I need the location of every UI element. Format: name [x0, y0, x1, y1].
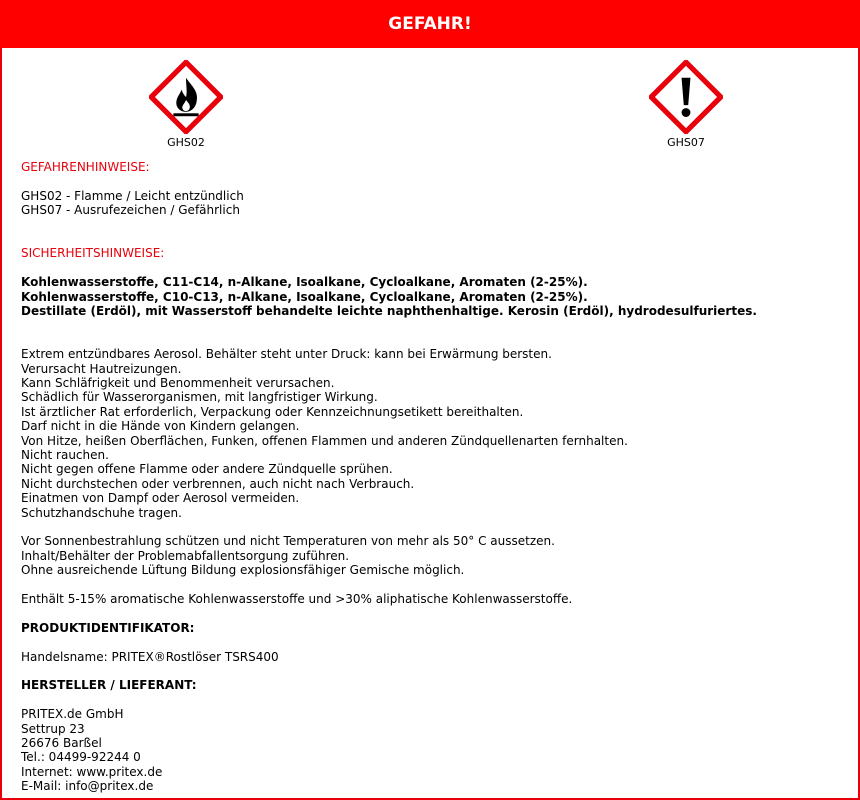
pictogram-ghs02	[136, 60, 236, 150]
manufacturer-line: Tel.: 04499-92244 0	[21, 750, 141, 765]
statement-line: Schutzhandschuhe tragen.	[21, 505, 182, 520]
pictogram-code: GHS02	[167, 136, 205, 149]
statement-line: Kann Schläfrigkeit und Benommenheit verursachen.	[21, 376, 335, 390]
manufacturer-heading: HERSTELLER / LIEFERANT:	[21, 678, 197, 693]
manufacturer-line: 26676 Barßel	[21, 736, 102, 751]
hazard-line: GHS02 - Flamme / Leicht entzündlich	[21, 188, 244, 203]
storage-line: Vor Sonnenbestrahlung schützen und nicht Temperaturen von mehr als 50° C aussetzen.	[21, 534, 555, 549]
safety-heading: SICHERHEITSHINWEISE:	[21, 246, 165, 261]
manufacturer-line: Internet: www.pritex.de	[21, 764, 163, 779]
statement-line: Von Hitze, heißen Oberflächen, Funken, offenen Flammen und anderen Zündquellenarten fernhalten.	[21, 433, 628, 448]
manufacturer-line: PRITEX.de GmbH	[21, 707, 124, 722]
hazard-heading: GEFAHRENHINWEISE:	[21, 160, 150, 174]
statement-line: Nicht durchstechen oder verbrennen, auch nicht nach Verbrauch.	[21, 476, 415, 491]
statement-line: Nicht rauchen.	[21, 448, 109, 463]
ingredient-line: Kohlenwasserstoffe, C10-C13, n-Alkane, Isoalkane, Cycloalkane, Aromaten (2-25%).	[21, 289, 588, 304]
storage-line: Inhalt/Behälter der Problemabfallentsorgung zuführen.	[21, 548, 350, 563]
danger-header	[0, 0, 860, 48]
ingredient-line: Destillate (Erdöl), mit Wasserstoff behandelte leichte naphthenhaltige. Kerosin (Erdöl), hydrodesulfuriertes.	[21, 304, 757, 318]
statement-line: Einatmen von Dampf oder Aerosol vermeiden.	[21, 491, 300, 506]
manufacturer-line: E-Mail: info@pritex.de	[21, 779, 154, 794]
label-content	[21, 160, 848, 794]
exclamation-icon	[649, 60, 723, 134]
hazard-line: GHS07 - Ausrufezeichen / Gefährlich	[21, 203, 240, 218]
contents-line: Enthält 5-15% aromatische Kohlenwasserstoffe und >30% aliphatische Kohlenwasserstoffe.	[21, 592, 573, 607]
statement-line: Darf nicht in die Hände von Kindern gelangen.	[21, 419, 300, 434]
statement-line: Ist ärztlicher Rat erforderlich, Verpackung oder Kennzeichnungsetikett bereithalten.	[21, 404, 524, 419]
ingredient-line: Kohlenwasserstoffe, C11-C14, n-Alkane, Isoalkane, Cycloalkane, Aromaten (2-25%).	[21, 275, 588, 290]
flame-icon	[149, 60, 223, 134]
trade-name: Handelsname: PRITEX®Rostlöser TSRS400	[21, 649, 279, 664]
product-heading: PRODUKTIDENTIFIKATOR:	[21, 620, 195, 635]
pictogram-ghs07	[636, 60, 736, 150]
statement-line: Extrem entzündbares Aerosol. Behälter steht unter Druck: kann bei Erwärmung bersten.	[21, 347, 552, 362]
statement-line: Schädlich für Wasserorganismen, mit langfristiger Wirkung.	[21, 390, 378, 405]
manufacturer-line: Settrup 23	[21, 721, 85, 736]
storage-line: Ohne ausreichende Lüftung Bildung explosionsfähiger Gemische möglich.	[21, 563, 465, 578]
header-title: GEFAHR!	[388, 14, 472, 34]
pictogram-code: GHS07	[667, 136, 705, 149]
statement-line: Verursacht Hautreizungen.	[21, 361, 182, 376]
statement-line: Nicht gegen offene Flamme oder andere Zündquelle sprühen.	[21, 462, 393, 477]
